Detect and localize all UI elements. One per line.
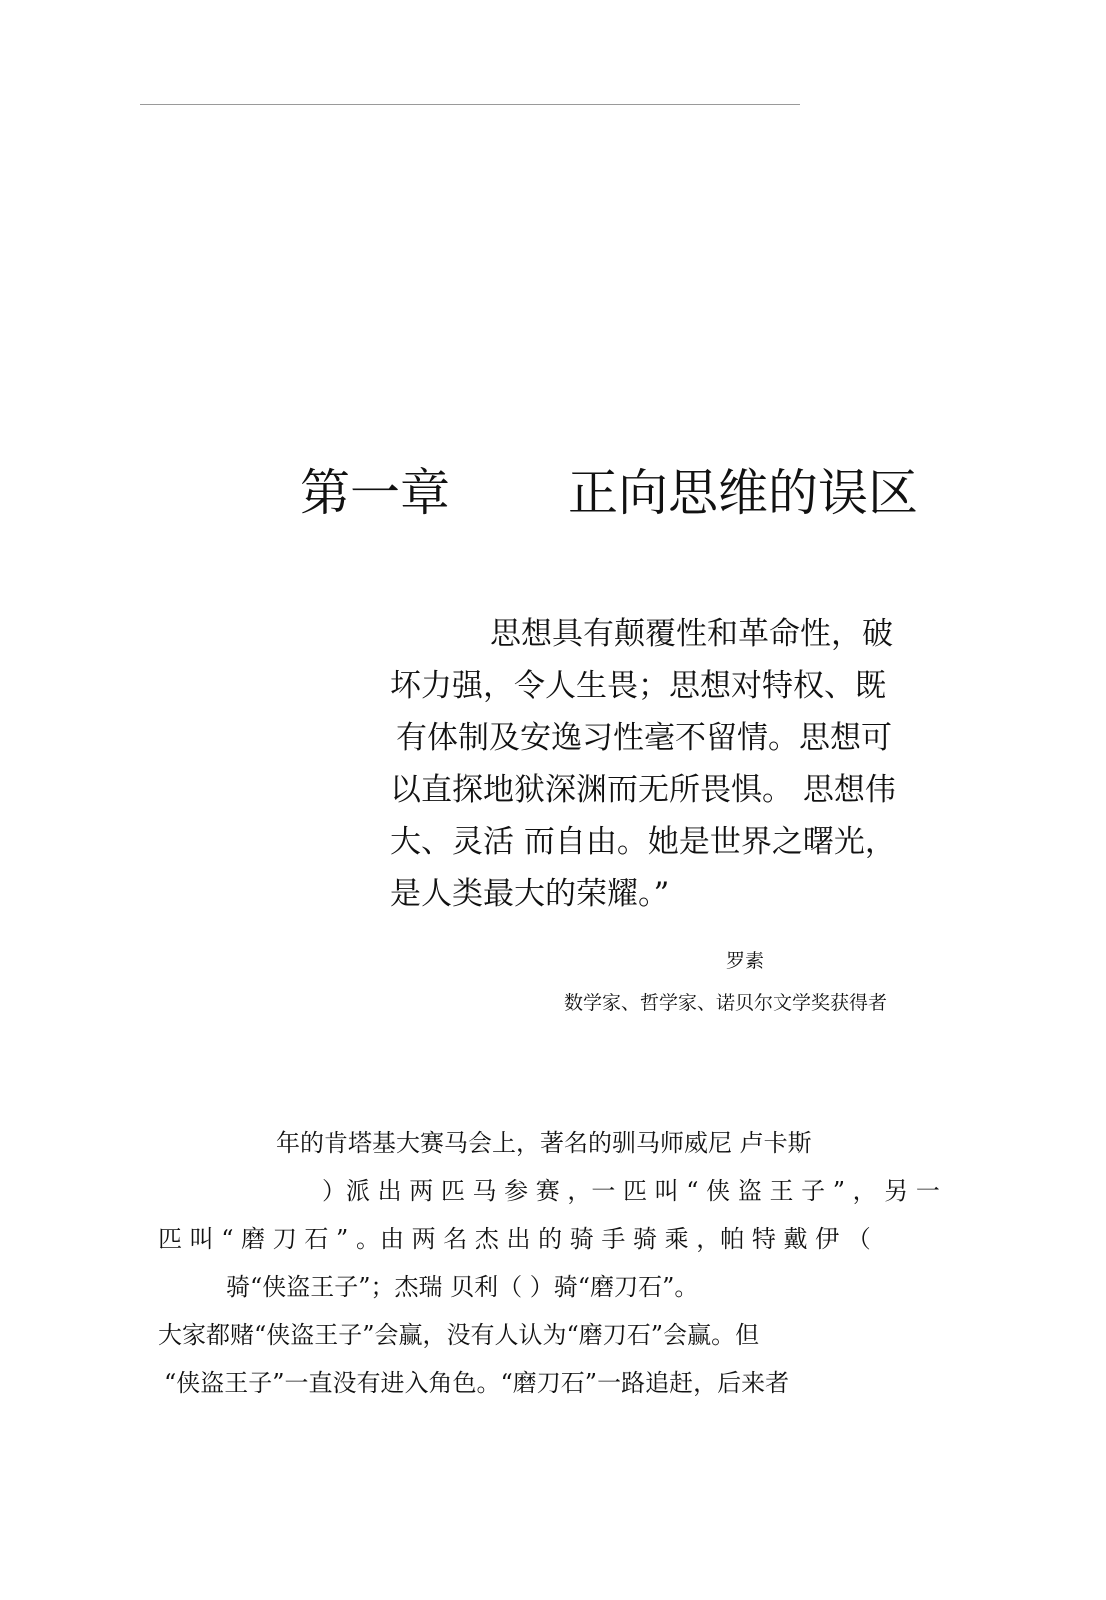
- epigraph-line: 是人类最大的荣耀。”: [390, 876, 670, 912]
- epigraph-line: 有体制及安逸习性毫不留情。思想可: [396, 720, 892, 756]
- chapter-number: 第一章: [300, 464, 450, 522]
- epigraph-line: 大、灵活 而自由。她是世界之曙光，: [390, 824, 896, 860]
- body-line: 大家都赌“侠盗王子”会赢，没有人认为“磨刀石”会赢。但: [158, 1321, 760, 1349]
- body-line: “侠盗王子”一直没有进入角色。“磨刀石”一路追赶，后来者: [164, 1369, 790, 1397]
- epigraph-line: 以直探地狱深渊而无所畏惧。 思想伟: [390, 772, 896, 808]
- epigraph-author-title: 数学家、哲学家、诺贝尔文学奖获得者: [564, 992, 888, 1014]
- epigraph-author: 罗素: [726, 950, 765, 972]
- header-rule: [140, 104, 800, 105]
- body-line: 年的肯塔基大赛马会上，著名的驯马师威尼 卢卡斯: [276, 1129, 812, 1157]
- epigraph-line: 思想具有颠覆性和革命性，破: [490, 616, 893, 652]
- body-line: 骑“侠盗王子”；杰瑞 贝利（ ）骑“磨刀石”。: [226, 1273, 699, 1301]
- epigraph-line: 坏力强，令人生畏；思想对特权、既: [390, 668, 886, 704]
- body-line: ）派 出 两 匹 马 参 赛 ，一 匹 叫 “ 侠 盗 王 子 ” ， 另 一: [322, 1177, 940, 1205]
- chapter-name: 正向思维的误区: [568, 464, 918, 522]
- body-line: 匹 叫 “ 磨 刀 石 ” 。由 两 名 杰 出 的 骑 手 骑 乘 ，帕 特 戴 伊 （: [158, 1225, 871, 1253]
